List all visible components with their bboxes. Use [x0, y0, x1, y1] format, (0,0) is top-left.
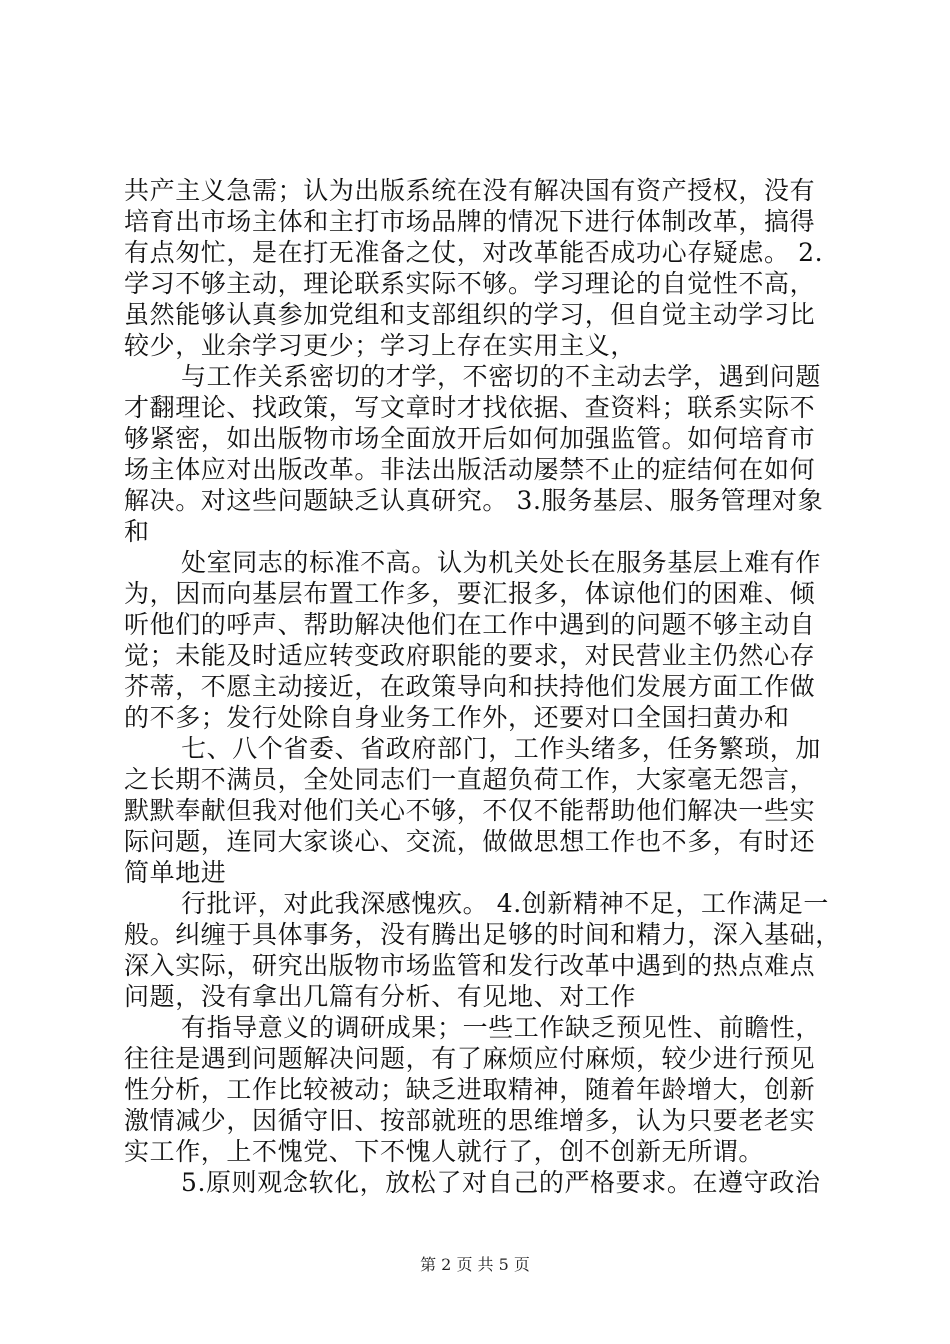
text-line: 般。纠缠于具体事务，没有腾出足够的时间和精力，深入基础，: [124, 920, 841, 949]
text-line: 默默奉献但我对他们关心不够，不仅不能帮助他们解决一些实: [124, 796, 816, 825]
text-line: 有点匆忙，是在打无准备之仗，对改革能否成功心存疑虑。 2.: [124, 238, 824, 267]
text-line: 较少，业余学习更少；学习上存在实用主义，: [124, 331, 637, 360]
text-line: 有指导意义的调研成果；一些工作缺乏预见性、前瞻性，: [181, 1013, 822, 1042]
text-line: 简单地进: [124, 858, 227, 887]
text-line: 实工作，上不愧党、下不愧人就行了，创不创新无所谓。: [124, 1137, 765, 1166]
text-line: 5.原则观念软化，放松了对自己的严格要求。在遵守政治: [181, 1168, 821, 1197]
text-line: 激情减少，因循守旧、按部就班的思维增多，认为只要老老实: [124, 1106, 816, 1135]
text-line: 虽然能够认真参加党组和支部组织的学习，但自觉主动学习比: [124, 300, 816, 329]
text-line: 往往是遇到问题解决问题，有了麻烦应付麻烦，较少进行预见: [124, 1044, 816, 1073]
text-line: 和: [124, 517, 150, 546]
text-line: 学习不够主动，理论联系实际不够。学习理论的自觉性不高，: [124, 269, 816, 298]
text-line: 与工作关系密切的才学，不密切的不主动去学，遇到问题: [181, 362, 822, 391]
text-line: 解决。对这些问题缺乏认真研究。 3.服务基层、服务管理对象: [124, 486, 824, 515]
text-line: 芥蒂，不愿主动接近，在政策导向和扶持他们发展方面工作做: [124, 672, 816, 701]
text-line: 听他们的呼声、帮助解决他们在工作中遇到的问题不够主动自: [124, 610, 816, 639]
text-line: 的不多；发行处除自身业务工作外，还要对口全国扫黄办和: [124, 703, 790, 732]
text-line: 之长期不满员，全处同志们一直超负荷工作，大家毫无怨言，: [124, 765, 816, 794]
text-line: 际问题，连同大家谈心、交流，做做思想工作也不多，有时还: [124, 827, 816, 856]
text-line: 才翻理论、找政策，写文章时才找依据、查资料；联系实际不: [124, 393, 816, 422]
text-line: 场主体应对出版改革。非法出版活动屡禁不止的症结何在如何: [124, 455, 816, 484]
text-line: 共产主义急需；认为出版系统在没有解决国有资产授权，没有: [124, 176, 816, 205]
text-line: 觉；未能及时适应转变政府职能的要求，对民营业主仍然心存: [124, 641, 816, 670]
text-line: 性分析，工作比较被动；缺乏进取精神，随着年龄增大，创新: [124, 1075, 816, 1104]
text-line: 为，因而向基层布置工作多，要汇报多，体谅他们的困难、倾: [124, 579, 816, 608]
text-line: 问题，没有拿出几篇有分析、有见地、对工作: [124, 982, 637, 1011]
text-line: 培育出市场主体和主打市场品牌的情况下进行体制改革，搞得: [124, 207, 816, 236]
text-line: 行批评，对此我深感愧疚。 4.创新精神不足，工作满足一: [181, 889, 830, 918]
text-line: 够紧密，如出版物市场全面放开后如何加强监管。如何培育市: [124, 424, 816, 453]
text-line: 七、八个省委、省政府部门，工作头绪多，任务繁琐，加: [181, 734, 822, 763]
page-footer: 第 2 页 共 5 页: [420, 1255, 530, 1274]
text-line: 深入实际，研究出版物市场监管和发行改革中遇到的热点难点: [124, 951, 816, 980]
text-line: 处室同志的标准不高。认为机关处长在服务基层上难有作: [181, 548, 822, 577]
